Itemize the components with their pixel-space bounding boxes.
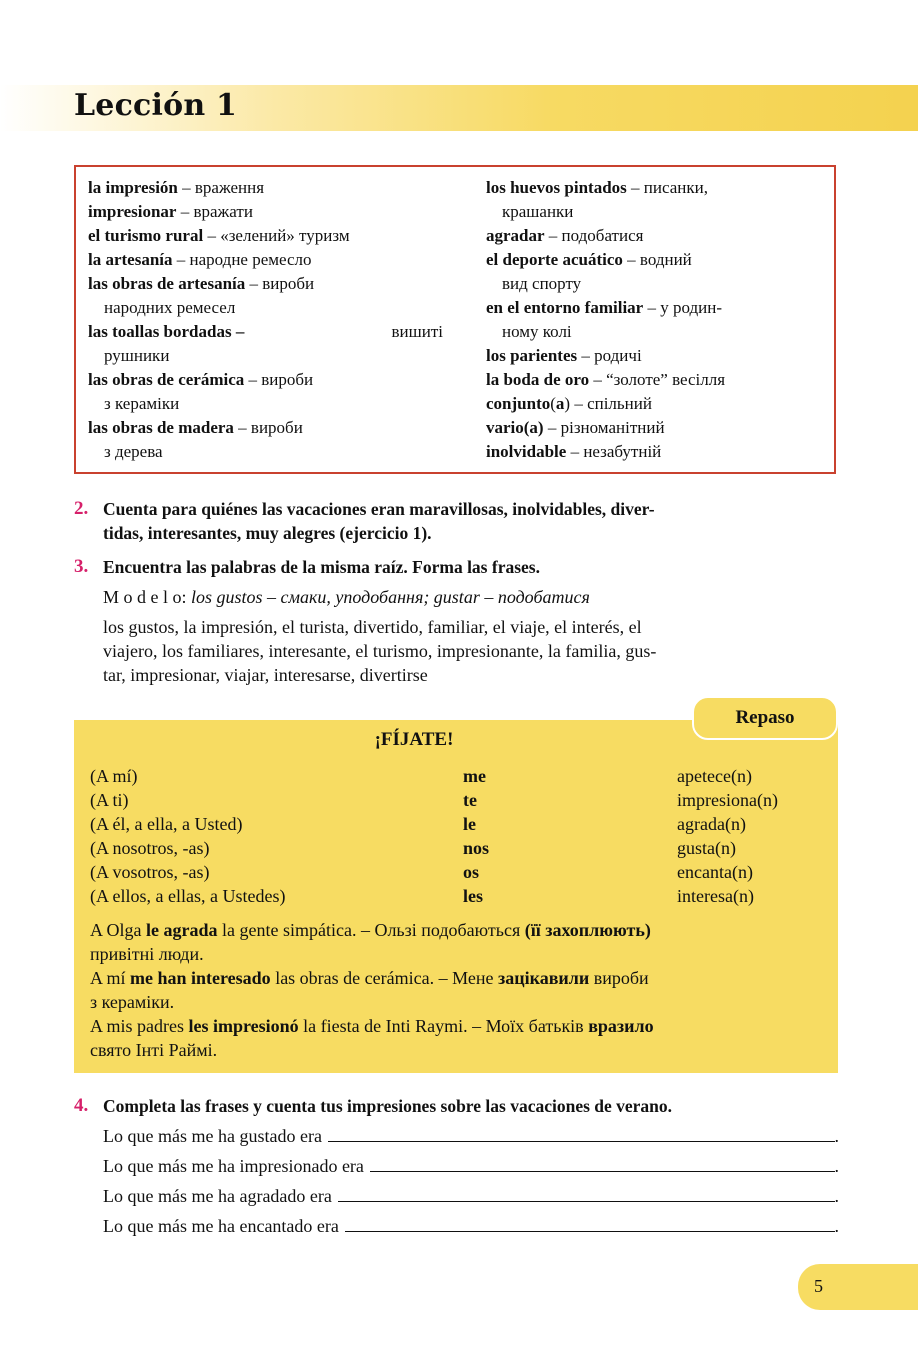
vocab-entry: las toallas bordadas – вишиті [88,322,443,341]
pronoun: le [463,814,476,834]
verb-form: impresiona(n) [677,790,778,810]
vocab-entry: impresionar – вражати [88,202,253,221]
pronoun-phrase: (A él, a ella, a Usted) [90,814,243,834]
vocab-entry: en el entorno familiar – у родин- [486,298,722,317]
vocab-entry-continuation: рушники [104,346,170,365]
sentence-end: . [834,1186,839,1206]
vocab-entry: las obras de cerámica – вироби [88,370,314,389]
sentence-end: . [834,1126,839,1146]
completion-line [103,1154,839,1178]
exercise-number: 2. [74,498,89,519]
fijate-title: ¡FÍJATE! [374,729,454,750]
vocab-entry-continuation: народних ремесел [104,298,236,317]
lesson-title: Lección 1 [74,88,238,123]
vocabulary-box [74,165,836,474]
verb-form: encanta(n) [677,862,753,882]
completion-line [103,1184,839,1208]
vocabulary-column-left [88,176,443,464]
vocabulary-column-right [486,176,831,464]
answer-blank[interactable] [328,1125,835,1142]
pronoun-row [0,764,918,788]
example-sentence-continuation: свято Інті Раймі. [90,1040,218,1060]
word-list-line: viajero, los familiares, interesante, el turismo, impresionante, la familia, gus- [103,641,657,661]
completion-line [103,1124,839,1148]
vocab-entry: las obras de artesanía – вироби [88,274,315,293]
answer-blank[interactable] [345,1215,835,1232]
pronoun-row [0,836,918,860]
vocab-entry: el deporte acuático – водний [486,250,692,269]
word-list-line: los gustos, la impresión, el turista, divertido, familiar, el viaje, el interés, el [103,617,642,637]
pronoun-row [0,884,918,908]
pronoun-phrase: (A ti) [90,790,129,810]
vocab-entry: conjunto(a) – спільний [486,394,652,413]
example-sentence: A mis padres les impresionó la fiesta de Inti Raymi. – Моїх батьків вразило [90,1016,654,1036]
vocab-entry-continuation: з дерева [104,442,163,461]
pronoun-phrase: (A nosotros, -as) [90,838,210,858]
vocab-entry: los huevos pintados – писанки, [486,178,708,197]
vocab-entry-continuation: крашанки [502,202,574,221]
sentence-prompt: Lo que más me ha encantado era [103,1216,339,1236]
pronoun: nos [463,838,490,858]
example-sentence-continuation: з кераміки. [90,992,175,1012]
pronoun: me [463,766,486,786]
exercise-number: 3. [74,556,89,577]
vocab-entry: agradar – подобатися [486,226,644,245]
page-number: 5 [814,1276,823,1296]
modelo-label: M o d e l o: [103,587,187,607]
vocab-entry: el turismo rural – «зелений» туризм [88,226,350,245]
vocab-entry-continuation: з кераміки [104,394,180,413]
sentence-prompt: Lo que más me ha impresionado era [103,1156,364,1176]
word-list-line: tar, impresionar, viajar, interesarse, divertirse [103,665,428,685]
completion-line [103,1214,839,1238]
example-sentence-continuation: привітні люди. [90,944,204,964]
exercise-2-line: Cuenta para quiénes las vacaciones eran maravillosas, inolvidables, diver- [103,499,655,519]
repaso-tab: Repaso [692,696,838,740]
exercise-2-line: tidas, interesantes, muy alegres (ejercicio 1). [103,523,432,543]
answer-blank[interactable] [338,1185,835,1202]
verb-form: apetece(n) [677,766,752,786]
vocab-entry-continuation: вид спорту [502,274,582,293]
pronoun-row [0,860,918,884]
verb-form: interesa(n) [677,886,754,906]
example-sentence: A mí me han interesado las obras de cerámica. – Мене зацікавили вироби [90,968,649,988]
sentence-prompt: Lo que más me ha gustado era [103,1126,322,1146]
pronoun-phrase: (A ellos, a ellas, a Ustedes) [90,886,286,906]
answer-blank[interactable] [370,1155,835,1172]
vocab-entry: inolvidable – незабутній [486,442,662,461]
verb-form: agrada(n) [677,814,746,834]
vocab-entry: la artesanía – народне ремесло [88,250,312,269]
word-list [103,615,839,687]
verb-form: gusta(n) [677,838,736,858]
pronoun-row [0,812,918,836]
pronoun-phrase: (A vosotros, -as) [90,862,210,882]
pronoun-row [0,788,918,812]
sentence-end: . [834,1156,839,1176]
example-sentence: A Olga le agrada la gente simpática. – Ользі подобаються (її захоплюють) [90,920,651,940]
pronoun: os [463,862,480,882]
pronoun-phrase: (A mí) [90,766,138,786]
exercise-number: 4. [74,1095,89,1116]
vocab-entry: la boda de oro – “золоте” весілля [486,370,726,389]
vocab-entry: vario(a) – різноманітний [486,418,665,437]
pronoun: te [463,790,477,810]
vocab-entry: los parientes – родичі [486,346,642,365]
modelo-line [103,585,590,609]
sentence-end: . [834,1216,839,1236]
repaso-examples [90,918,830,1062]
exercise-4-heading: Completa las frases y cuenta tus impresiones sobre las vacaciones de verano. [103,1096,673,1116]
vocab-entry: la impresión – враження [88,178,265,197]
pronoun: les [463,886,483,906]
sentence-prompt: Lo que más me ha agradado era [103,1186,332,1206]
modelo-text: los gustos – смаки, уподобання; gustar – подобатися [191,587,590,607]
vocab-entry: las obras de madera – вироби [88,418,303,437]
vocab-entry-continuation: ному колі [502,322,572,341]
exercise-3-heading: Encuentra las palabras de la misma raíz. Forma las frases. [103,557,540,577]
